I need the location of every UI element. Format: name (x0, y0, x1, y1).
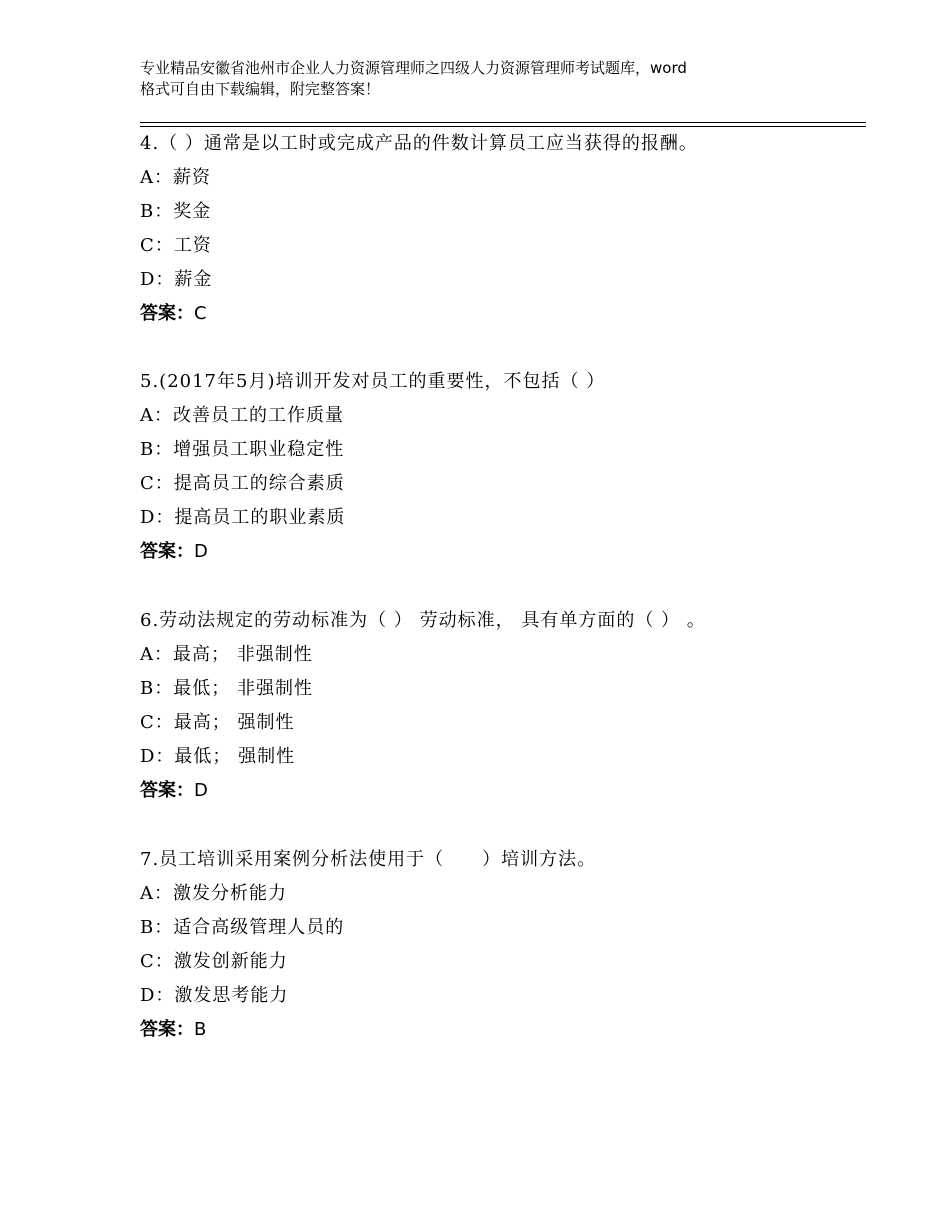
answer-label: 答案： (140, 541, 194, 562)
option-d: D：薪金 (140, 269, 213, 290)
question-text: 4.（ ）通常是以工时或完成产品的件数计算员工应当获得的报酬。 (140, 133, 698, 154)
answer (140, 774, 840, 808)
question-4 (140, 127, 840, 331)
question-text: 6.劳动法规定的劳动标准为（ ） 劳动标准， 具有单方面的（ ） 。 (140, 610, 706, 631)
question-text: 5.(2017年5月)培训开发对员工的重要性，不包括（ ） (140, 371, 606, 392)
answer (140, 535, 840, 569)
option-d: D：激发思考能力 (140, 985, 289, 1006)
option-a: A：薪资 (140, 167, 211, 188)
answer (140, 1013, 840, 1047)
option-c: C：工资 (140, 235, 212, 256)
option-c: C：激发创新能力 (140, 951, 288, 972)
answer-value: B (194, 1019, 207, 1040)
question-text: 7.员工培训采用案例分析法使用于（ ）培训方法。 (140, 849, 597, 870)
answer-label: 答案： (140, 303, 194, 324)
header-divider-top (140, 122, 866, 123)
option-b: B：奖金 (140, 201, 212, 222)
question-7 (140, 843, 840, 1047)
question-5 (140, 365, 840, 569)
question-6 (140, 604, 840, 808)
option-c: C：提高员工的综合素质 (140, 473, 345, 494)
option-d: D：最低； 强制性 (140, 746, 296, 767)
option-a: A：激发分析能力 (140, 883, 287, 904)
option-b: B：适合高级管理人员的 (140, 917, 345, 938)
option-c: C：最高； 强制性 (140, 712, 295, 733)
option-a: A：最高； 非强制性 (140, 644, 313, 665)
header-line-1: 专业精品安徽省池州市企业人力资源管理师之四级人力资源管理师考试题库，word (140, 59, 687, 77)
answer (140, 297, 840, 331)
header-line-2: 格式可自由下载编辑，附完整答案！ (140, 80, 381, 98)
answer-value: D (194, 541, 208, 562)
document-header (140, 58, 840, 100)
option-d: D：提高员工的职业素质 (140, 507, 346, 528)
option-b: B：最低； 非强制性 (140, 678, 313, 699)
answer-value: C (194, 303, 207, 324)
answer-label: 答案： (140, 780, 194, 801)
option-a: A：改善员工的工作质量 (140, 405, 344, 426)
answer-value: D (194, 780, 208, 801)
answer-label: 答案： (140, 1019, 194, 1040)
option-b: B：增强员工职业稳定性 (140, 439, 345, 460)
